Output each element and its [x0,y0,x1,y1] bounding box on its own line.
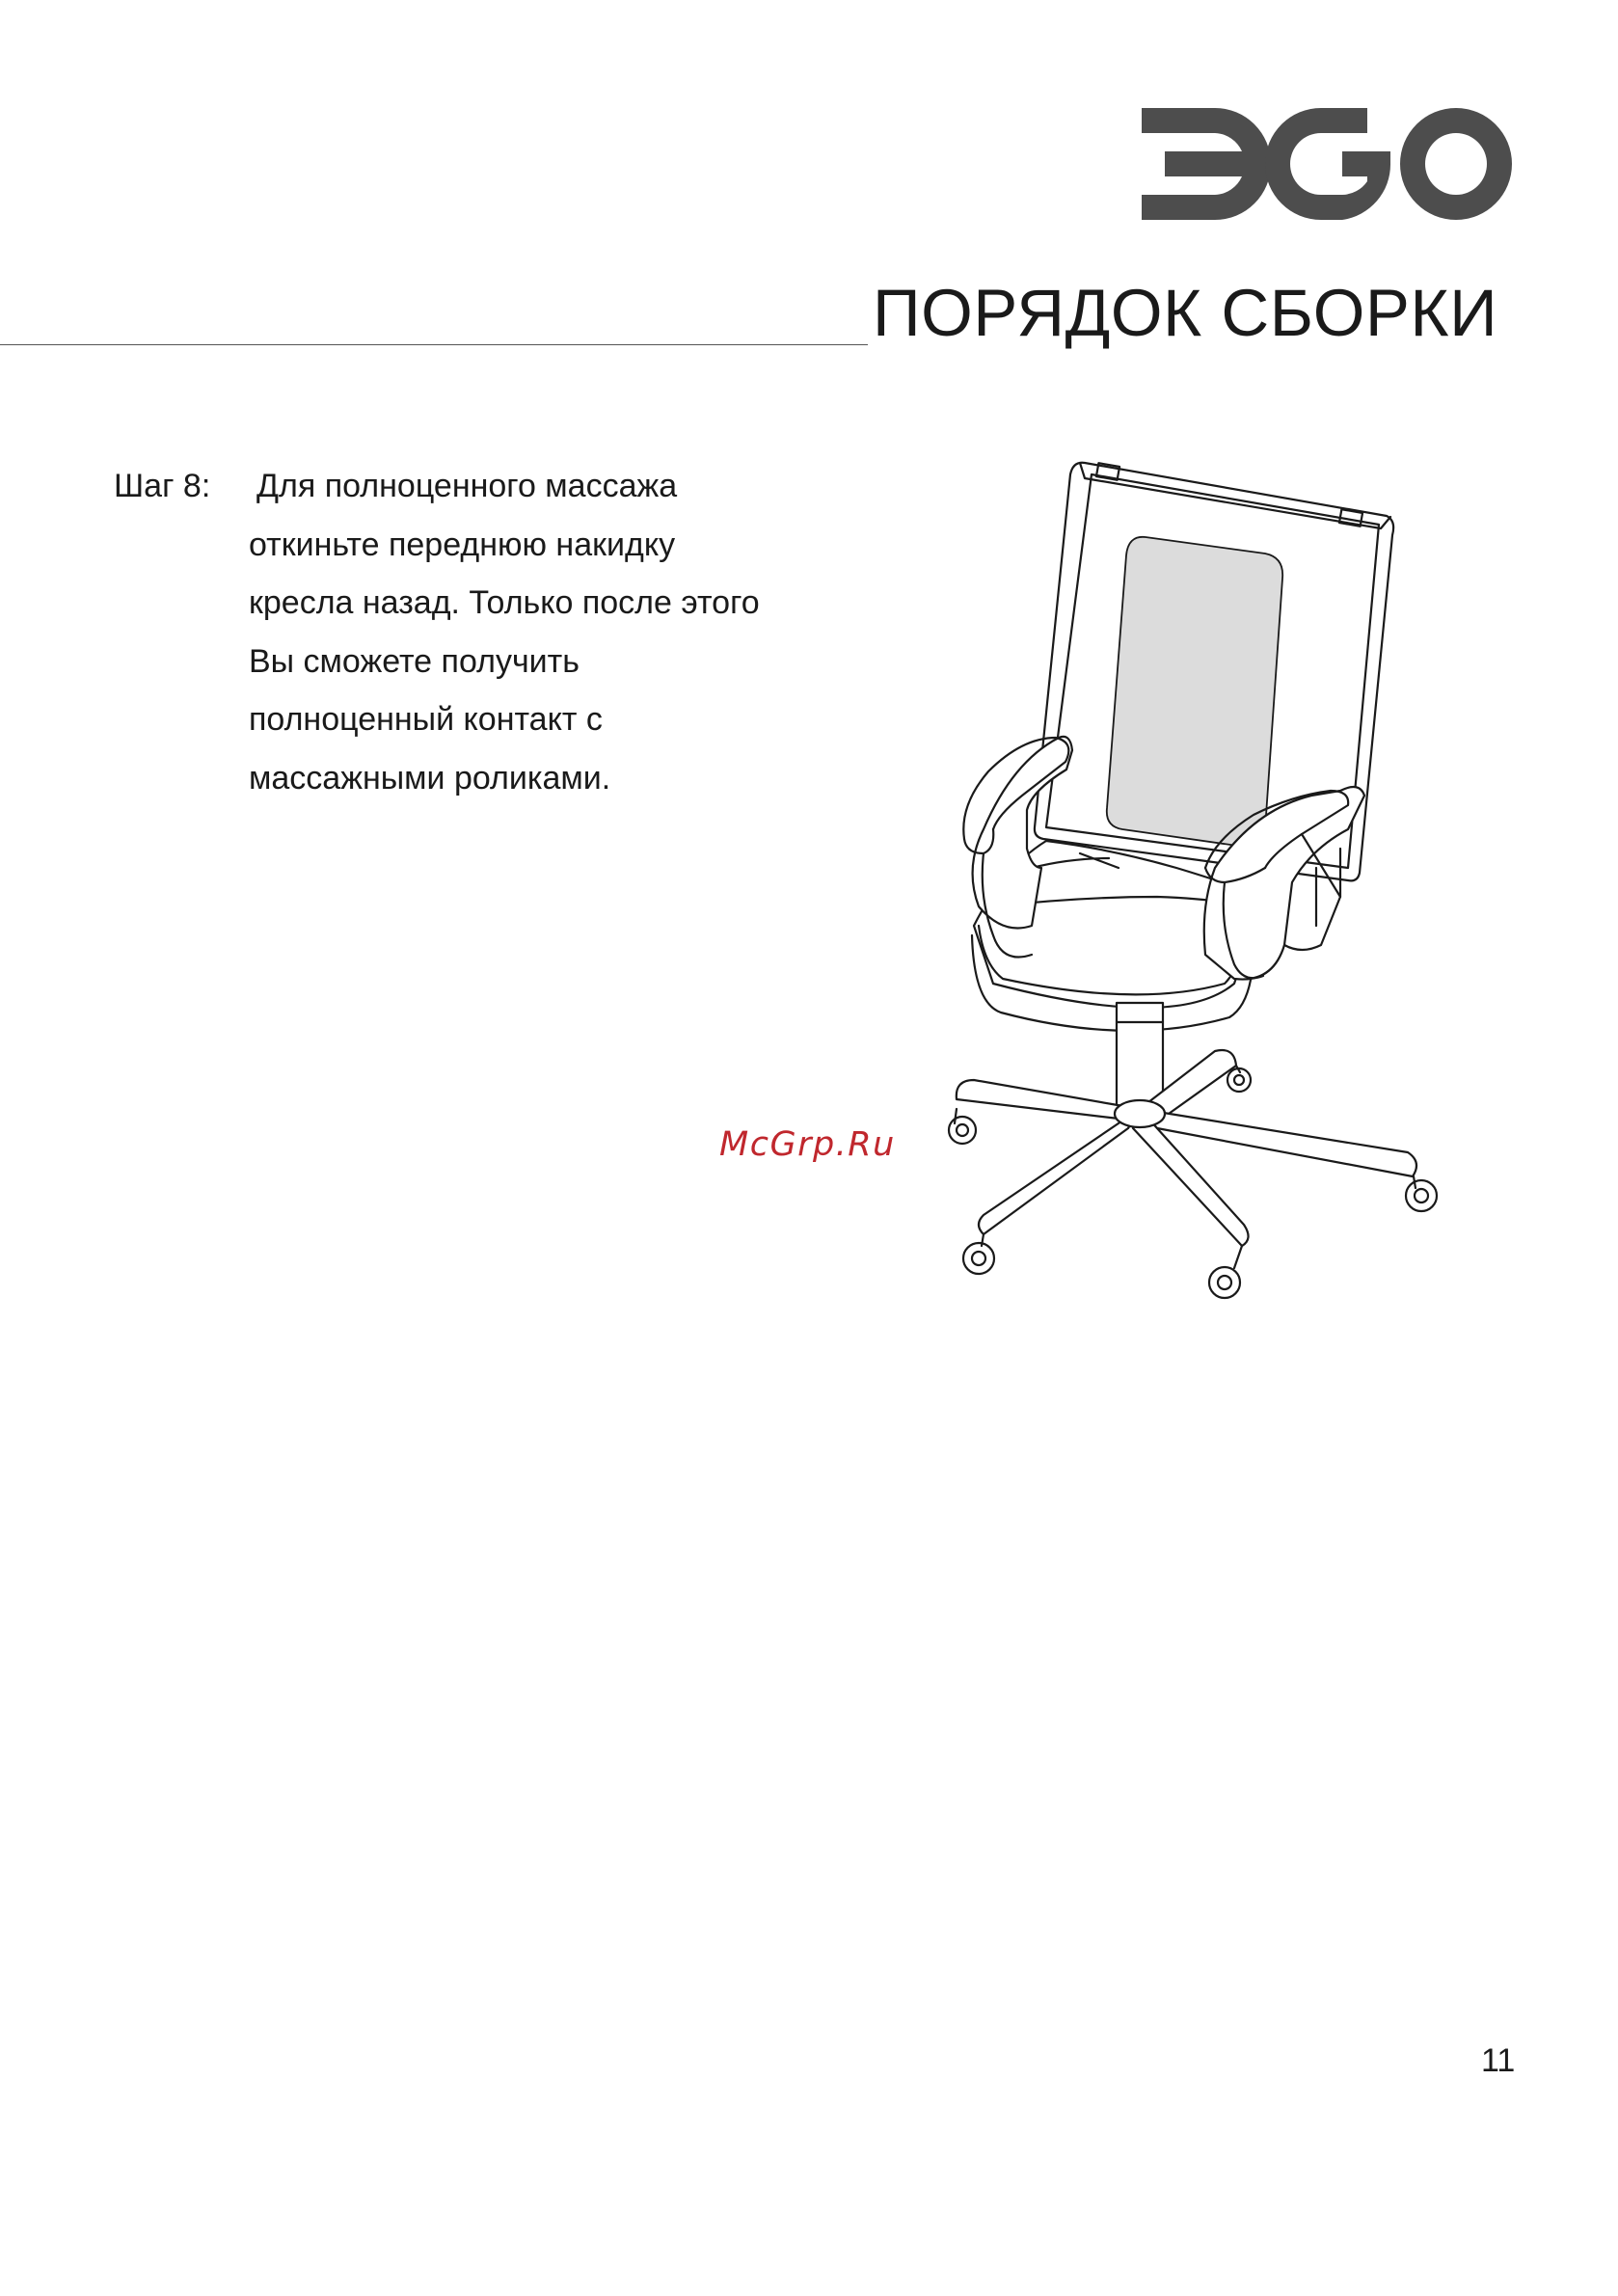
chair-icon [887,444,1456,1311]
step-line: кресла назад. Только после этого [249,584,760,621]
massage-panel [1107,537,1282,847]
step-line: полноценный контакт с [249,701,603,738]
watermark-text: McGrp.Ru [719,1125,896,1164]
section-divider [0,344,868,345]
step-label: Шаг 8: [114,468,211,504]
step-line: откиньте переднюю накидку [249,526,676,563]
step-line: массажными роликами. [249,759,611,797]
section-title: ПОРЯДОК СБОРКИ [873,276,1498,350]
step-instructions [249,457,866,807]
step-line: Для полноценного массажа [256,468,678,504]
step-line: Вы сможете получить [249,642,580,680]
page-number: 11 [1481,2042,1516,2079]
ego-logo [1138,96,1514,231]
